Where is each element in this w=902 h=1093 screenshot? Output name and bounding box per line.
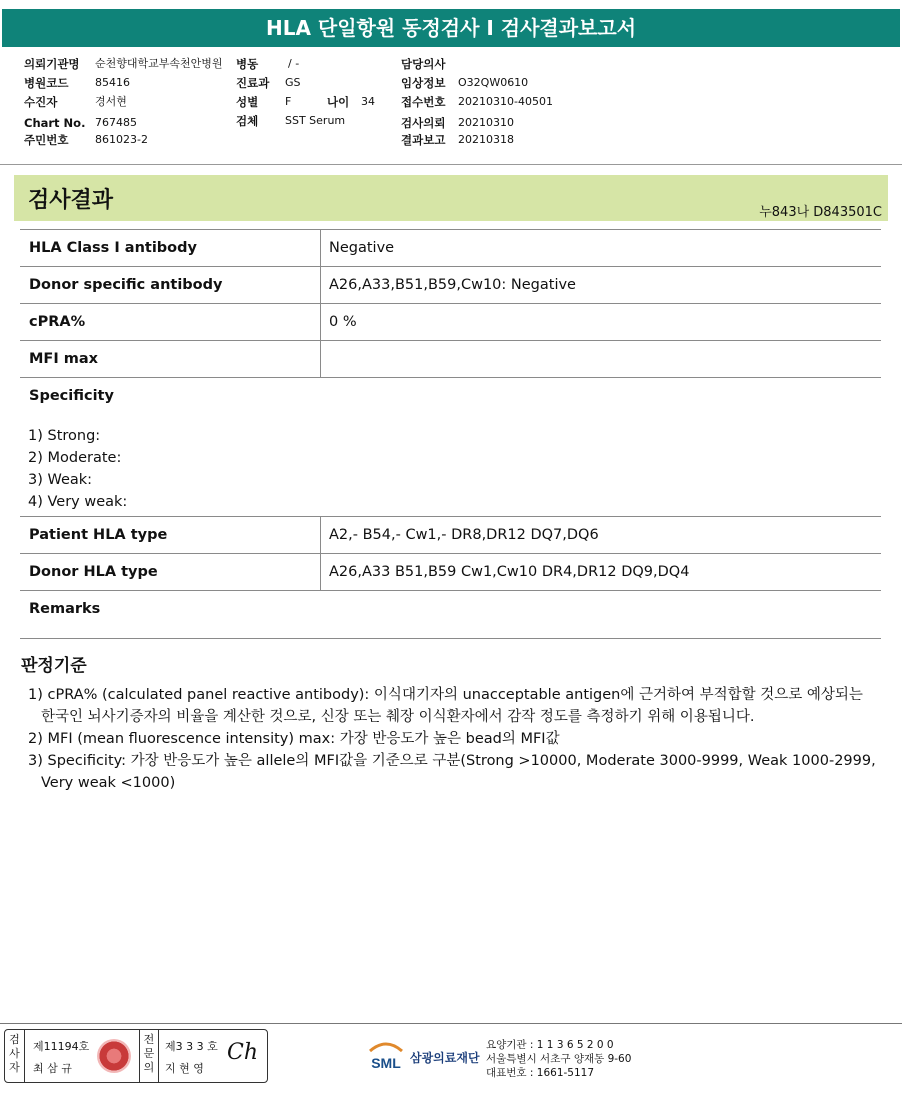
examiner-name: 최 삼 규 xyxy=(33,1062,72,1075)
specimen-value: SST Serum xyxy=(285,114,346,127)
report-title: HLA 단일항원 동정검사 I 검사결과보고서 xyxy=(2,9,900,47)
age-value: 34 xyxy=(361,95,375,108)
sex-label: 성별 xyxy=(236,95,259,109)
row-value: A26,A33,B51,B59,Cw10: Negative xyxy=(329,277,576,293)
id-value: 861023-2 xyxy=(95,133,148,146)
reported-value: 20210318 xyxy=(458,133,514,146)
criteria-heading: 판정기준 xyxy=(21,656,87,676)
header-divider xyxy=(0,164,902,165)
logo-text: 삼광의료재단 xyxy=(410,1051,480,1065)
row-label: Donor specific antibody xyxy=(20,267,321,303)
results-code: 누843나 D843501C xyxy=(759,205,882,220)
row-value: Negative xyxy=(329,240,395,256)
table-row xyxy=(20,266,881,303)
age-label: 나이 xyxy=(327,95,350,109)
inst-phone: 대표번호 : 1661-5117 xyxy=(486,1067,595,1079)
table-row xyxy=(20,340,881,377)
inst-code: 요양기관 : 1 1 3 6 5 2 0 0 xyxy=(486,1039,614,1051)
table-row xyxy=(20,553,881,590)
row-label: Patient HLA type xyxy=(20,517,321,553)
specificity-label: Specificity xyxy=(29,388,114,404)
requested-value: 20210310 xyxy=(458,116,514,129)
ward-value: / - xyxy=(288,57,300,70)
row-label: Donor HLA type xyxy=(20,554,321,590)
sml-logo-icon xyxy=(366,1037,406,1073)
chart-label: Chart No. xyxy=(24,116,86,130)
table-row xyxy=(20,229,881,266)
criteria-item: 2) MFI (mean fluorescence intensity) max: 가장 반응도가 높은 bead의 MFI값 xyxy=(28,731,560,747)
reported-label: 결과보고 xyxy=(401,133,446,147)
receipt-value: 20210310-40501 xyxy=(458,95,553,108)
id-label: 주민번호 xyxy=(24,133,69,147)
results-band xyxy=(14,175,888,221)
examiner-label: 검사자 xyxy=(5,1030,25,1082)
institution-info xyxy=(486,1038,631,1080)
specificity-section xyxy=(20,377,881,516)
specialist-label: 전문의 xyxy=(139,1030,159,1082)
table-row xyxy=(20,516,881,553)
seal-stamp xyxy=(97,1039,131,1073)
specificity-item: 3) Weak: xyxy=(28,472,93,488)
row-label: cPRA% xyxy=(20,304,321,340)
footer-divider xyxy=(0,1023,902,1024)
hospital-code-value: 85416 xyxy=(95,76,130,89)
examiner-license: 제11194호 xyxy=(33,1040,90,1053)
signature: Ch xyxy=(227,1040,259,1065)
criteria-item: 1) cPRA% (calculated panel reactive antibody): 이식대기자의 unacceptable antigen에 근거하여 부적합할 것으로 예상되는 한국인 뇌사기증자의 비율을 계산한 것으로, 신장 또는 췌장 이식환자에서 감작 정도를 측정하기 위해 이용됩니다. xyxy=(28,687,863,725)
inst-address: 서울특별시 서초구 양재동 9-60 xyxy=(486,1053,632,1065)
ward-label: 병동 xyxy=(236,57,259,71)
receipt-label: 접수번호 xyxy=(401,95,446,109)
criteria-list xyxy=(28,684,878,794)
results-heading: 검사결과 xyxy=(28,188,114,213)
chart-value: 767485 xyxy=(95,116,137,129)
remarks-label: Remarks xyxy=(29,601,101,617)
criteria-item: 3) Specificity: 가장 반응도가 높은 allele의 MFI값을 기준으로 구분(Strong >10000, Moderate 3000-9999, Weak 1000-2999, Very weak <1000) xyxy=(28,753,876,791)
specialist-license: 제3 3 3 호 xyxy=(165,1040,218,1053)
specimen-label: 검체 xyxy=(236,114,259,128)
institution-value: 순천향대학교부속천안병원 xyxy=(95,57,223,70)
requested-label: 검사의뢰 xyxy=(401,116,446,130)
specificity-list xyxy=(28,425,127,513)
institution-label: 의뢰기관명 xyxy=(24,57,80,71)
signature-box xyxy=(4,1029,268,1083)
sex-value: F xyxy=(285,95,292,108)
doctor-label: 담당의사 xyxy=(401,57,446,71)
results-table xyxy=(20,229,881,639)
row-value: A26,A33 B51,B59 Cw1,Cw10 DR4,DR12 DQ9,DQ4 xyxy=(329,564,690,580)
patient-value: 경서현 xyxy=(95,95,127,108)
specificity-item: 2) Moderate: xyxy=(28,450,122,466)
patient-label: 수진자 xyxy=(24,95,58,109)
dept-label: 진료과 xyxy=(236,76,270,90)
dept-value: GS xyxy=(285,76,301,89)
specialist-name: 지 현 영 xyxy=(165,1062,204,1075)
clinical-value: O32QW0610 xyxy=(458,76,529,89)
hospital-code-label: 병원코드 xyxy=(24,76,69,90)
specificity-item: 4) Very weak: xyxy=(28,494,128,510)
remarks-section xyxy=(20,590,881,639)
row-label: MFI max xyxy=(20,341,321,377)
row-value: 0 % xyxy=(329,314,357,330)
clinical-label: 임상정보 xyxy=(401,76,446,90)
table-row xyxy=(20,303,881,340)
specificity-item: 1) Strong: xyxy=(28,428,101,444)
logo-mark: SML xyxy=(371,1055,401,1071)
row-label: HLA Class Ⅰ antibody xyxy=(20,230,321,266)
row-value xyxy=(321,341,881,377)
row-value: A2,- B54,- Cw1,- DR8,DR12 DQ7,DQ6 xyxy=(329,527,599,543)
